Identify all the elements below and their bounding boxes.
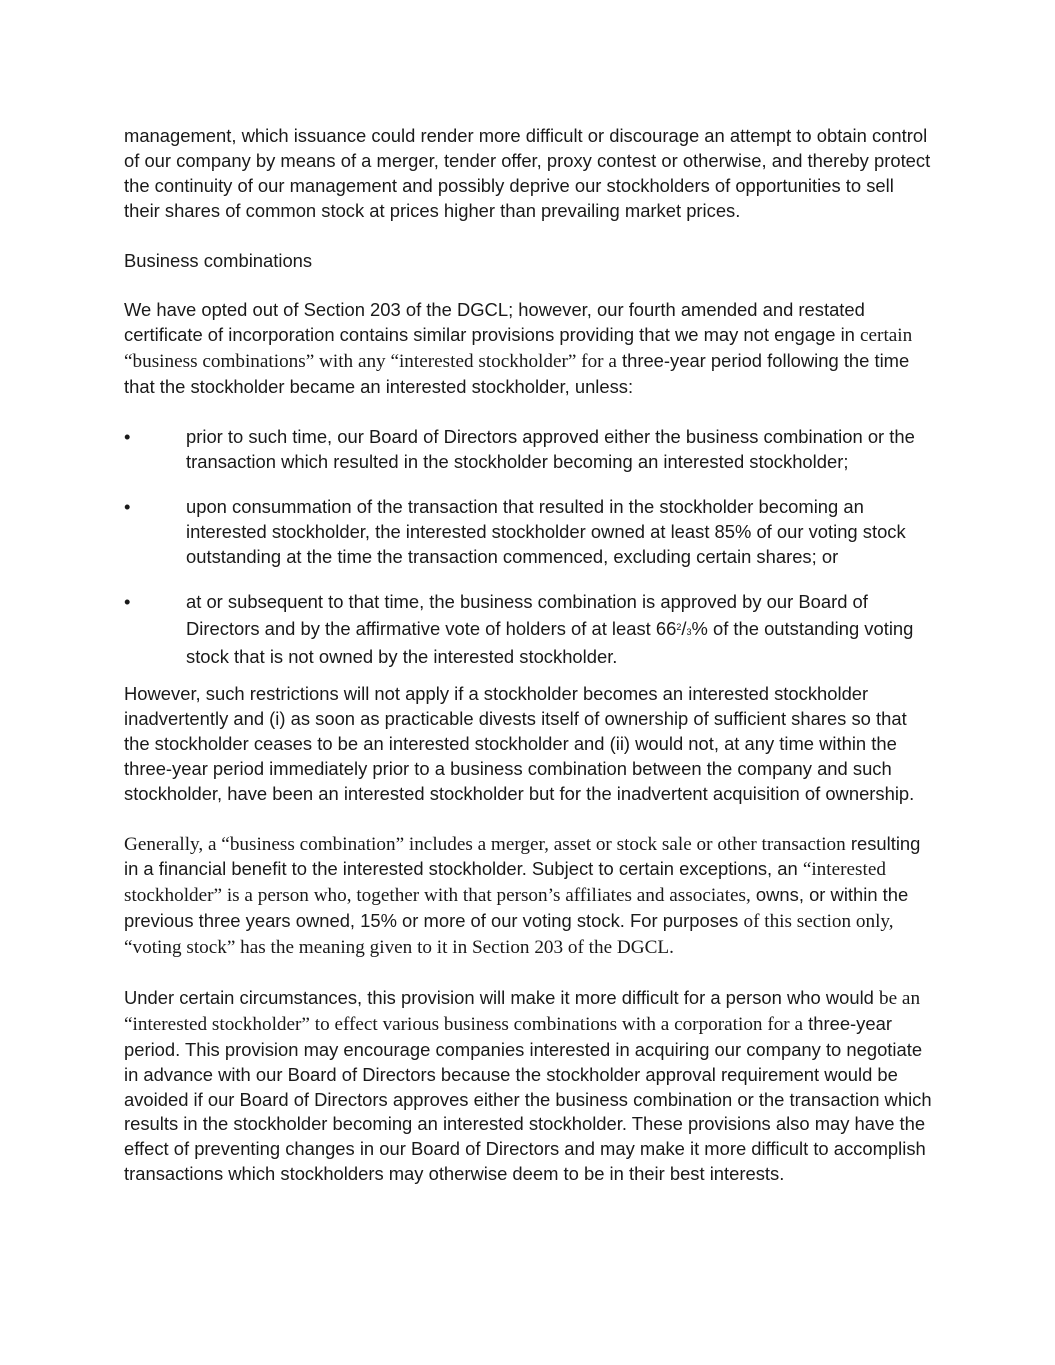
bullet-marker: • [124,591,131,613]
list-item-text-part-1: at or subsequent to that time, the business combination is approved by our Board of Directors and by the affirmative vote of holders of at least 66 [186,591,868,640]
paragraph-section-203-part-2: three-year period following the time that the stockholder became an interested stockholder, unless: [124,350,910,398]
paragraph-exceptions: However, such restrictions will not apply if a stockholder becomes an interested stockholder inadvertently and (i) as soon as practicable divests itself of ownership of sufficient shares so that the stockholder ceases to be an interested stockholder and (ii) would not, at any time within the three-year period immediately prior to a business combination between the company and such stockholder, have been an interested stockholder but for the inadvertent acquisition of ownership. [124,683,915,804]
list-item-text-part-2: % of the outstanding voting stock that is not owned by the interested stockholder. [186,618,914,668]
paragraph-section-203 [124,298,934,400]
fraction-separator: / [681,618,687,640]
paragraph-effects [124,986,934,1187]
paragraph-definitions-serif-1: Generally, a “business combination” includes a merger, asset or stock sale or other transaction [124,833,846,855]
bullet-marker: • [124,496,131,518]
section-heading-business-combinations: Business combinations [124,249,313,271]
list-item-text: upon consummation of the transaction that resulted in the stockholder becoming an interested stockholder, the interested stockholder owned at least 85% of our voting stock outstanding at the time the transaction commenced, excluding certain shares; or [186,496,906,567]
paragraph-definitions-part-2: owns, or within the previous three years owned, 15% or more of our voting stock. For purposes [124,884,909,932]
document-page [124,124,934,1212]
fraction-numerator: 2 [676,622,682,633]
list-item [124,425,934,475]
list-item [124,495,934,570]
paragraph-definitions [124,832,934,962]
paragraph-section-203-part-1: We have opted out of Section 203 of the DGCL; however, our fourth amended and restated certificate of incorporation contains similar provisions providing that we may not engage in [124,299,865,346]
paragraph-definitions-serif-2: “interested stockholder” is a person who, together with that person’s affiliates and associates, [124,859,886,907]
bullet-marker: • [124,425,131,447]
paragraph-effects-part-1: Under certain circumstances, this provision will make it more difficult for a person who would [124,986,880,1008]
list-item-text: prior to such time, our Board of Directors approved either the business combination or the transaction which resulted in the stockholder becoming an interested stockholder; [186,425,915,472]
list-item [124,590,934,670]
paragraph-effects-serif: be an “interested stockholder” to effect various business combinations with a corporation for a [124,987,921,1035]
fraction-denominator: 3 [686,627,692,638]
list-item-text [186,591,913,667]
paragraph-anti-takeover: management, which issuance could render more difficult or discourage an attempt to obtain control of our company by means of a merger, tender offer, proxy contest or otherwise, and thereby protect the continuity of our management and possibly deprive our stockholders of opportunities to sell their shares of common stock at prices higher than prevailing market prices. [124,125,931,221]
paragraph-definitions-serif-3: of this section only, “voting stock” has the meaning given to it in Section 203 of the DGCL. [124,911,894,959]
conditions-list [124,425,934,670]
paragraph-section-203-serif-part: certain “business combinations” with any “interested stockholder” for a [124,325,913,373]
paragraph-effects-part-2: three-year period. This provision may encourage companies interested in acquiring our company to negotiate in advance with our Board of Directors because the stockholder approval requirement would be avoided if our Board of Directors approves either the business combination or the transaction which results in the stockholder becoming an interested stockholder. These provisions also may have the effect of preventing changes in our Board of Directors and may make it more difficult to accomplish transactions which stockholders may otherwise deem to be in their best interests. [124,1012,932,1185]
paragraph-definitions-part-1: resulting in a financial benefit to the interested stockholder. Subject to certain exceptions, an [124,832,921,880]
